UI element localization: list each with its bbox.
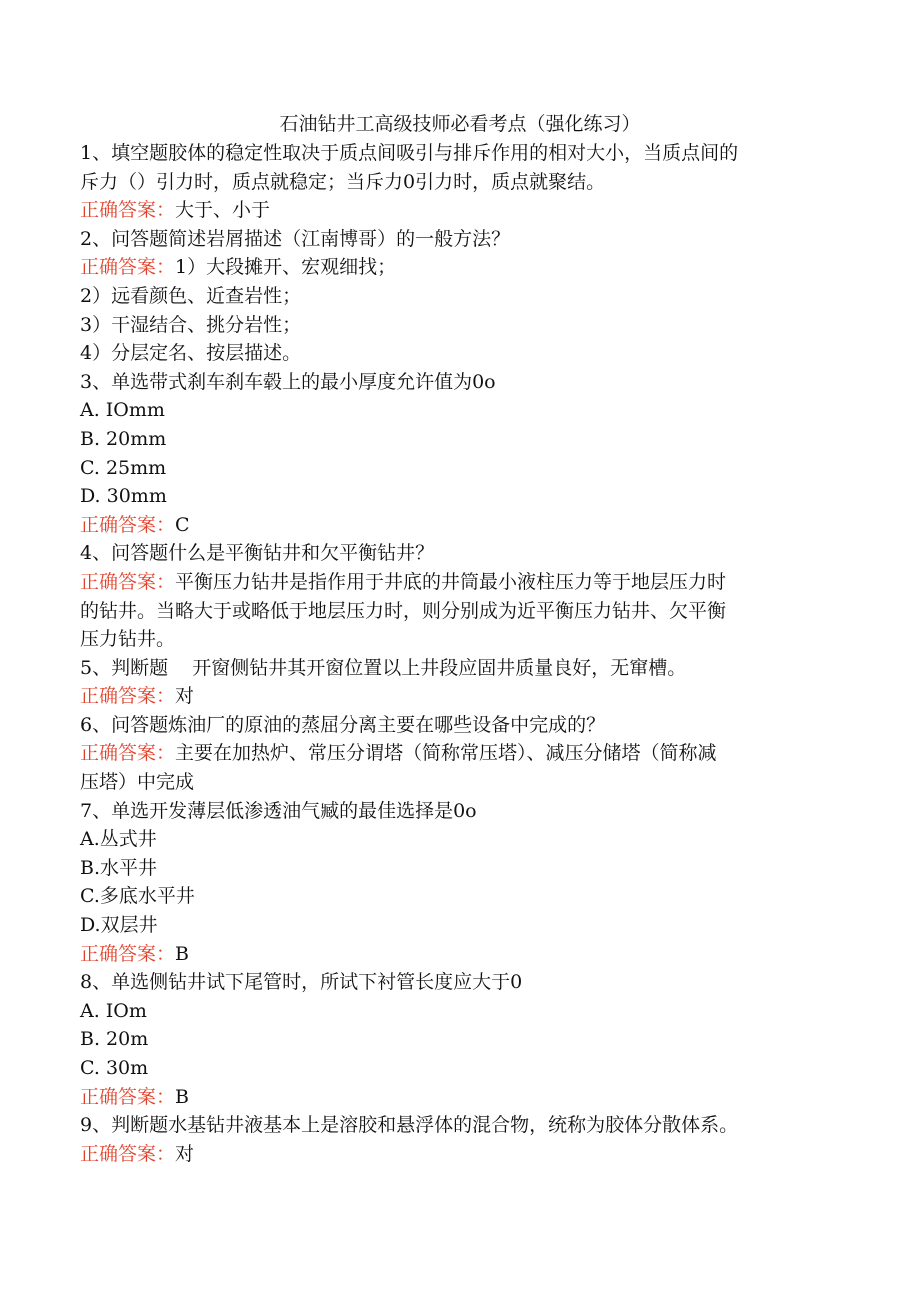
- question-2: [80, 225, 840, 368]
- option-d: D. 30mm: [80, 485, 167, 508]
- answer-label: 正确答案：: [80, 256, 176, 279]
- question-text: 6、问答题炼油厂的原油的蒸屈分离主要在哪些设备中完成的？: [80, 713, 606, 736]
- answer-continuation: 的钻井。当略大于或略低于地层压力时，则分别成为近平衡压力钻井、欠平衡: [80, 599, 727, 622]
- option-a: A.丛式井: [80, 828, 157, 851]
- question-list: [80, 139, 840, 1168]
- option-b: B.水平井: [80, 856, 158, 879]
- answer-line: [80, 739, 840, 768]
- option-c: C.多底水平井: [80, 885, 195, 908]
- question-8: [80, 968, 840, 1111]
- answer-line: [80, 253, 840, 282]
- question-9: [80, 1111, 840, 1168]
- question-7: [80, 797, 840, 969]
- question-text: 1、填空题胶体的稳定性取决于质点间吸引与排斥作用的相对大小，当质点间的: [80, 142, 739, 164]
- answer-line: [80, 940, 840, 969]
- option-d: D.双层井: [80, 914, 158, 937]
- option-a: A. IOm: [80, 999, 147, 1022]
- answer-continuation: 2）远看颜色、近查岩性；: [80, 284, 302, 307]
- question-5: [80, 654, 840, 711]
- answer-line: [80, 196, 840, 225]
- answer-continuation: 压力钻井。: [80, 628, 176, 651]
- question-text: 2、问答题简述岩屑描述（江南博哥）的一般方法？: [80, 227, 511, 250]
- answer-label: 正确答案：: [80, 942, 176, 965]
- answer-text: 大于、小于: [175, 199, 271, 222]
- question-text: 7、单选开发薄层低渗透油气臧的最佳选择是0o: [80, 799, 477, 822]
- answer-label: 正确答案：: [80, 1142, 176, 1165]
- question-3: [80, 368, 840, 540]
- answer-line: [80, 568, 840, 597]
- question-6: [80, 711, 840, 797]
- answer-text: B: [175, 1085, 189, 1108]
- option-b: B. 20m: [80, 1028, 149, 1051]
- question-text: 5、判断题 开窗侧钻井其开窗位置以上井段应固井质量良好，无窜槽。: [80, 656, 687, 679]
- answer-line: [80, 511, 840, 540]
- question-text: 4、问答题什么是平衡钻井和欠平衡钻井？: [80, 542, 435, 565]
- answer-label: 正确答案：: [80, 570, 176, 593]
- answer-continuation: 3）干湿结合、挑分岩性；: [80, 313, 302, 336]
- answer-label: 正确答案：: [80, 685, 176, 708]
- option-b: B. 20mm: [80, 427, 167, 450]
- answer-text: 主要在加热炉、常压分谓塔（简称常压塔）、减压分储塔（简称减: [175, 742, 717, 765]
- answer-label: 正确答案：: [80, 1085, 176, 1108]
- answer-label: 正确答案：: [80, 199, 176, 222]
- answer-continuation: 压塔）中完成: [80, 771, 195, 794]
- option-c: C. 25mm: [80, 456, 167, 479]
- answer-line: [80, 1140, 840, 1169]
- answer-text: C: [175, 513, 190, 536]
- answer-line: [80, 682, 840, 711]
- answer-text: B: [175, 942, 189, 965]
- answer-text: 平衡压力钻井是指作用于井底的井筒最小液柱压力等于地层压力时: [175, 570, 727, 593]
- question-4: [80, 539, 840, 653]
- answer-text: 1）大段摊开、宏观细找；: [175, 256, 397, 279]
- answer-text: 对: [175, 1142, 195, 1165]
- answer-line: [80, 1083, 840, 1112]
- option-a: A. IOmm: [80, 399, 165, 422]
- answer-continuation: 4）分层定名、按层描述。: [80, 342, 302, 365]
- question-1: [80, 139, 840, 225]
- option-c: C. 30m: [80, 1057, 149, 1079]
- question-text: 斥力（）引力时，质点就稳定；当斥力0引力时，质点就聚结。: [80, 170, 606, 193]
- question-text: 9、判断题水基钻井液基本上是溶胶和悬浮体的混合物，统称为胶体分散体系。: [80, 1114, 739, 1137]
- answer-label: 正确答案：: [80, 742, 176, 765]
- question-text: 8、单选侧钻井试下尾管时，所试下衬管长度应大于0: [80, 971, 523, 994]
- question-text: 3、单选带式刹车刹车毂上的最小厚度允许值为0o: [80, 370, 496, 393]
- answer-text: 对: [175, 685, 195, 708]
- answer-label: 正确答案：: [80, 513, 176, 536]
- page-title: 石油钻井工高级技师必看考点（强化练习）: [279, 113, 641, 135]
